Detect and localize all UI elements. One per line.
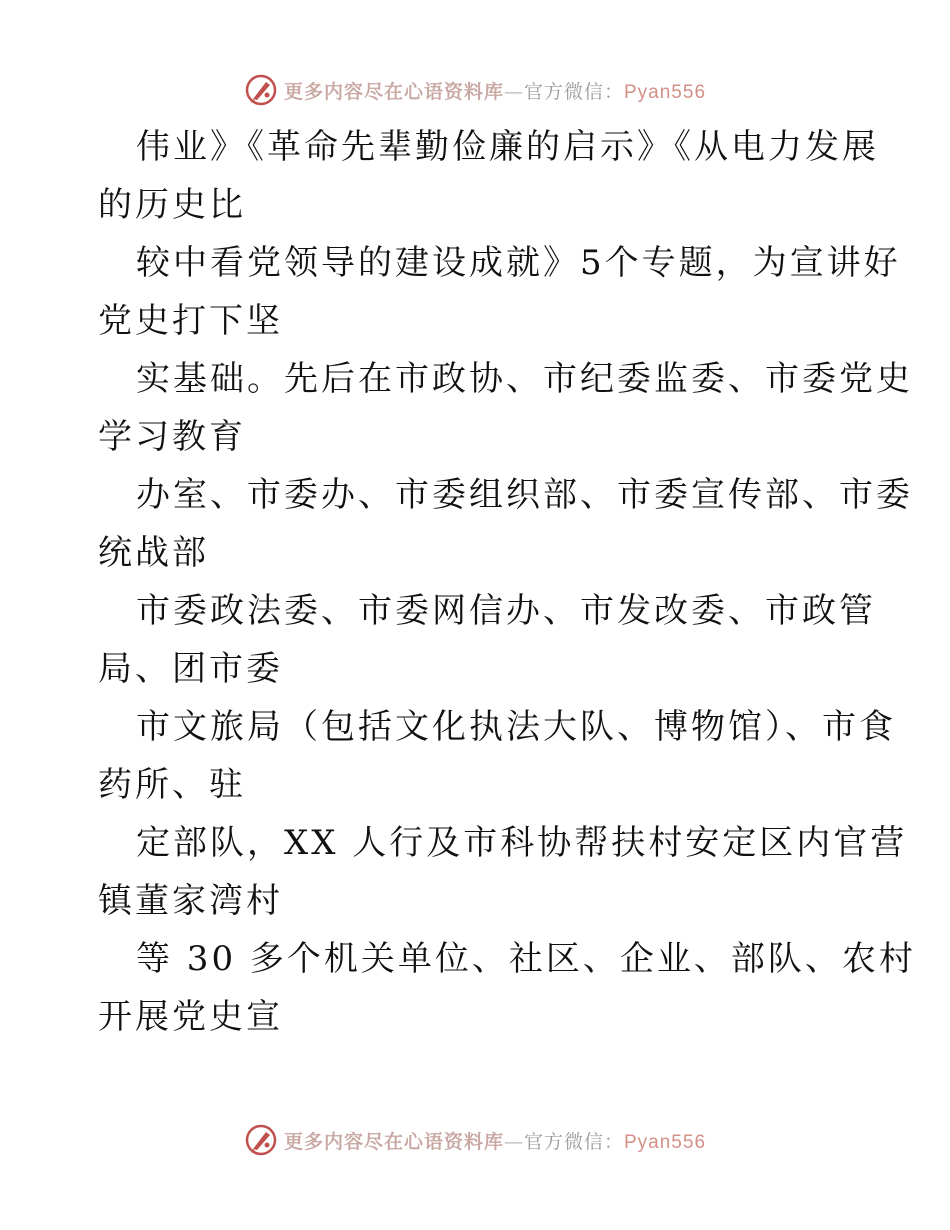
line-wrapped: 局、团市委 xyxy=(98,649,283,689)
line-indented: 市文旅局（包括文化执法大队、博物馆）、市食 xyxy=(136,707,896,747)
line-wrapped: 药所、驻 xyxy=(98,765,246,805)
paragraph-line xyxy=(98,582,876,698)
watermark-id: Pyan556 xyxy=(624,1131,707,1153)
document-body xyxy=(98,118,916,1046)
line-indented: 实基础。先后在市政协、市纪委监委、市委党史 xyxy=(136,359,913,399)
line-indented: 较中看党领导的建设成就》5个专题，为宣讲好 xyxy=(136,243,901,283)
watermark-dash: — xyxy=(503,80,524,103)
watermark-brand: 更多内容尽在心语资料库 xyxy=(283,1130,504,1153)
line-indented: 市委政法委、市委网信办、市发改委、市政管 xyxy=(136,591,876,631)
paragraph-line xyxy=(98,466,913,582)
watermark-text xyxy=(284,77,706,104)
paragraph-line xyxy=(98,118,879,234)
watermark-brand: 更多内容尽在心语资料库 xyxy=(283,80,504,103)
quill-pen-icon xyxy=(244,1123,278,1157)
line-indented: 定部队，XX 人行及市科协帮扶村安定区内官营 xyxy=(136,823,908,863)
line-indented: 办室、市委办、市委组织部、市委宣传部、市委 xyxy=(136,475,913,515)
paragraph-line xyxy=(98,930,916,1046)
paragraph-line xyxy=(98,814,908,930)
watermark-id: Pyan556 xyxy=(624,81,707,103)
line-wrapped: 统战部 xyxy=(98,533,209,573)
line-wrapped: 党史打下坚 xyxy=(98,301,283,341)
watermark-text xyxy=(284,1127,706,1154)
line-indented: 伟业》《革命先辈勤俭廉的启示》《从电力发展 xyxy=(136,127,879,167)
paragraph-line xyxy=(98,234,901,350)
line-indented: 等 30 多个机关单位、社区、企业、部队、农村 xyxy=(136,939,916,979)
quill-pen-icon xyxy=(244,73,278,107)
line-wrapped: 开展党史宣 xyxy=(98,997,283,1037)
line-wrapped: 镇董家湾村 xyxy=(98,881,283,921)
line-wrapped: 学习教育 xyxy=(98,417,246,457)
header-watermark xyxy=(0,70,950,110)
footer-watermark xyxy=(0,1120,950,1160)
watermark-dash: — xyxy=(503,1130,524,1153)
paragraph-line xyxy=(98,698,896,814)
paragraph-line xyxy=(98,350,913,466)
line-wrapped: 的历史比 xyxy=(98,185,246,225)
watermark-label: 官方微信： xyxy=(523,80,624,103)
watermark-label: 官方微信： xyxy=(523,1130,624,1153)
